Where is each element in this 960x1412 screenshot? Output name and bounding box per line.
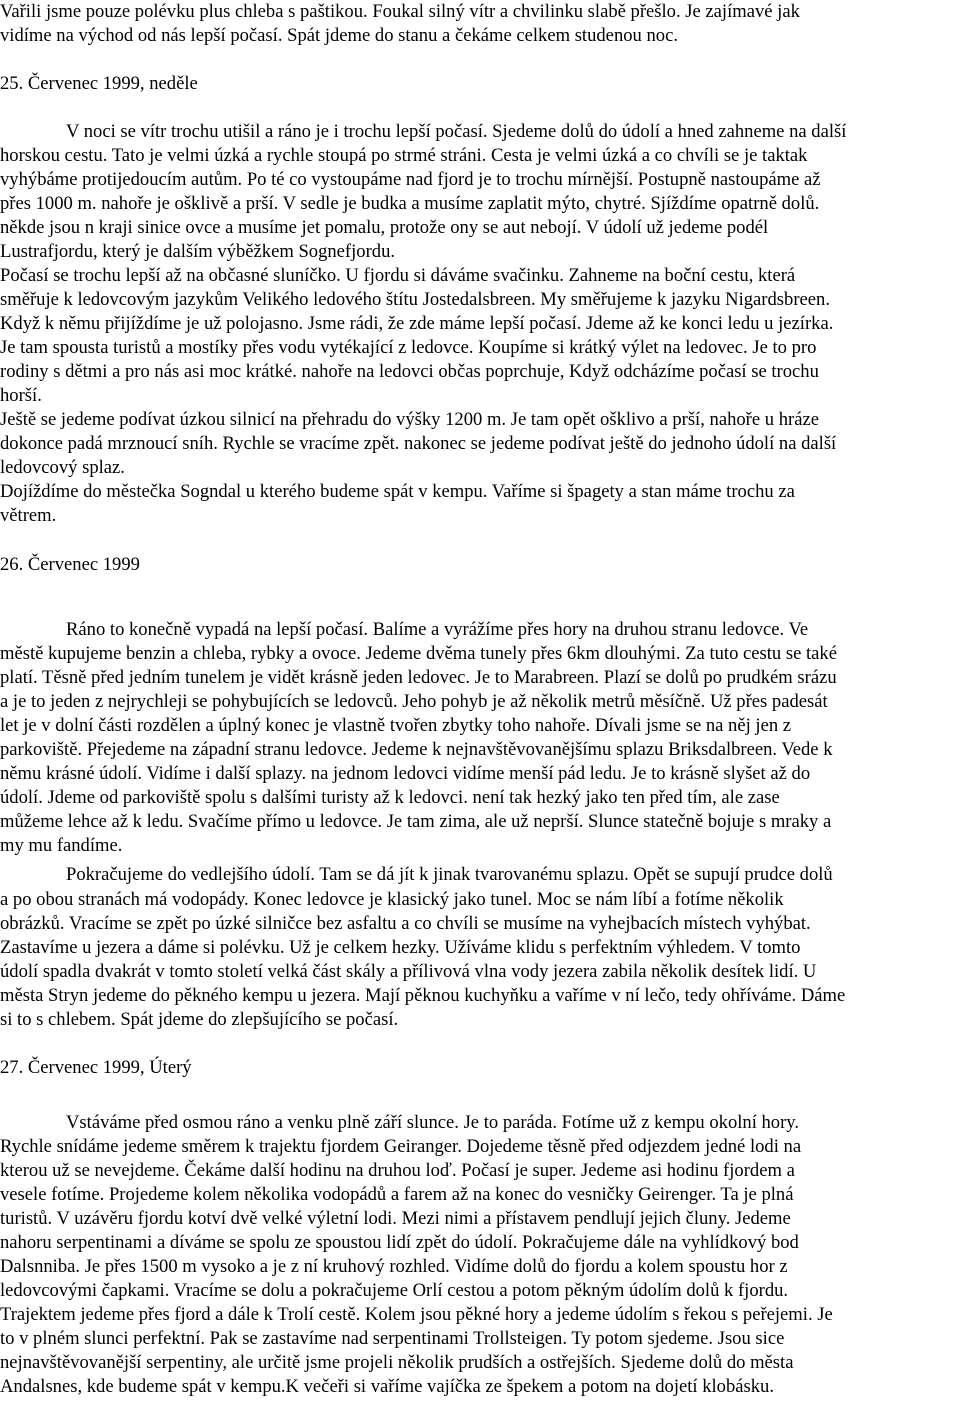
text-line: Rychle snídáme jedeme směrem k trajektu fjordem Geiranger. Dojedeme těsně před odjezdem jedné lodi na [0, 1136, 802, 1157]
text-line: údolí spadla dvakrát v tomto století velká část skály a přílivová vlna vody jezera zabila několik desítek lidí. U [0, 961, 817, 982]
text-line: 26. Červenec 1999 [0, 554, 140, 575]
text-line: rodiny s dětmi a pro nás asi moc krátké. nahoře na ledovci občas poprchuje, Když odcházíme počasí se trochu [0, 361, 819, 382]
paragraph-first-line: Ráno to konečně vypadá na lepší počasí. Balíme a vyrážíme přes hory na druhou stranu ledovce. Ve [66, 619, 809, 640]
text-line: směřuje k ledovcovým jazykům Velikého ledového štítu Jostedalsbreen. My směřujeme k jazyku Nigardsbreen. [0, 289, 830, 310]
text-line: let je v dolní části rozdělen a úplný konec je vlastně tvořen zbytky toho nahoře. Dívali jsme se na něj jen z [0, 715, 792, 736]
text-line: 27. Červenec 1999, Úterý [0, 1057, 192, 1078]
text-line: obrázků. Vracíme se zpět po úzké silničce bez asfaltu a co chvíli se musíme na vyhejbacích místech vyhýbat. [0, 913, 811, 934]
text-line: vesele fotíme. Projedeme kolem několika vodopádů a farem až na konec do vesničky Geirenger. Ta je plná [0, 1184, 794, 1205]
text-line: přes 1000 m. nahoře je ošklivě a prší. V sedle je budka a musíme zaplatit mýto, chytré. Sjíždíme opatrně dolů. [0, 193, 820, 214]
text-line: a je to jeden z nejrychleji se pohybujících se ledovců. Jeho pohyb je až několik metrů měsíčně. Už přes padesát [0, 691, 828, 712]
text-line: Vařili jsme pouze polévku plus chleba s paštikou. Foukal silný vítr a chvilinku slabě přešlo. Je zajímavé jak [0, 1, 800, 22]
text-line: nahoru serpentinami a díváme se spolu ze spoustou lidí zpět do údolí. Pokračujeme dále na vyhlídkový bod [0, 1232, 799, 1253]
text-line: turistů. V uzávěru fjordu kotví dvě velké výletní lodi. Mezi nimi a přístavem pendlují jejich čluny. Jedeme [0, 1208, 791, 1229]
text-line: ledovcovými čapkami. Vracíme se dolu a pokračujeme Orlí cestou a potom pěkným údolím dolů k fjordu. [0, 1280, 789, 1301]
text-line: Je tam spousta turistů a mostíky přes vodu vytékající z ledovce. Koupíme si krátký výlet na ledovec. Je to pro [0, 337, 817, 358]
text-line: Dalsnniba. Je přes 1500 m vysoko a je z ní kruhový rozhled. Vidíme dolů do fjordu a kolem spoustu hor z [0, 1256, 788, 1277]
text-line: ledovcový splaz. [0, 457, 125, 478]
text-line: nejnavštěvovanější serpentiny, ale určitě jsme projeli několik prudších a ostřejších. Sjedeme dolů do města [0, 1352, 794, 1373]
text-line: a po obou stranách má vodopády. Konec ledovce je klasický jako tunel. Moc se nám líbí a fotíme několik [0, 889, 784, 910]
text-line: vidíme na východ od nás lepší počasí. Spát jdeme do stanu a čekáme celkem studenou noc. [0, 25, 678, 46]
text-line: platí. Těsně před jedním tunelem je vidět krásně jeden ledovec. Je to Marabreen. Plazí se dolů po prudkém srázu [0, 667, 837, 688]
text-line: Andalsnes, kde budeme spát v kempu.K večeři si vaříme vajíčka ze špekem a potom na dojetí klobásku. [0, 1376, 775, 1397]
text-line: údolí. Jdeme od parkoviště spolu s dalšími turisty až k ledovci. není tak hezký jako ten před tím, ale zase [0, 787, 780, 808]
text-line: dokonce padá mrznoucí sníh. Rychle se vracíme zpět. nakonec se jedeme podívat ještě do jednoho údolí na další [0, 433, 837, 454]
text-line: Zastavíme u jezera a dáme si polévku. Už je celkem hezky. Užíváme klidu s perfektním výhledem. V tomto [0, 937, 801, 958]
text-line: můžeme lehce až k ledu. Svačíme přímo u ledovce. Je tam zima, ale už neprší. Slunce statečně bojuje s mraky a [0, 811, 832, 832]
text-line: městě kupujeme benzin a chleba, rybky a ovoce. Jedeme dvěma tunely přes 6km dlouhými. Za tuto cestu se také [0, 643, 837, 664]
text-line: horskou cestu. Tato je velmi úzká a rychle stoupá po strmé stráni. Cesta je velmi úzká a co chvíli se je taktak [0, 145, 808, 166]
text-line: města Stryn jedeme do pěkného kempu u jezera. Mají pěknou kuchyňku a vaříme v ní lečo, tedy ohříváme. Dáme [0, 985, 846, 1006]
text-line: parkoviště. Přejedeme na západní stranu ledovce. Jedeme k nejnavštěvovanějšímu splazu Briksdalbreen. Vede k [0, 739, 833, 760]
text-line: vyhýbáme protijedoucím autům. Po té co vystoupáme nad fjord je to trochu mírnější. Postupně nastoupáme až [0, 169, 821, 190]
text-line: Počasí se trochu lepší až na občasné sluníčko. U fjordu si dáváme svačinku. Zahneme na boční cestu, která [0, 265, 796, 286]
text-line: větrem. [0, 505, 57, 526]
paragraph-first-line: V noci se vítr trochu utišil a ráno je i trochu lepší počasí. Sjedeme dolů do údolí a hned zahneme na další [66, 121, 847, 142]
text-line: horší. [0, 385, 42, 406]
text-line: němu krásné údolí. Vidíme i další splazy. na jednom ledovci vidíme menší pád ledu. Je to krásně slyšet až do [0, 763, 811, 784]
paragraph-first-line: Pokračujeme do vedlejšího údolí. Tam se dá jít k jinak tvarovanému splazu. Opět se supují prudce dolů [66, 864, 833, 885]
text-line: Dojíždíme do městečka Sogndal u kterého budeme spát v kempu. Vaříme si špagety a stan máme trochu za [0, 481, 795, 502]
text-line: někde jsou n kraji sinice ovce a musíme jet pomalu, protože ony se aut nebojí. V údolí už jedeme podél [0, 217, 769, 238]
paragraph-first-line: Vstáváme před osmou ráno a venku plně září slunce. Je to paráda. Fotíme už z kempu okolní hory. [66, 1112, 800, 1133]
text-line: Trajektem jedeme přes fjord a dále k Trolí cestě. Kolem jsou pěkné hory a jedeme údolím s řekou s peřejemi. Je [0, 1304, 833, 1325]
text-line: kterou už se nevejdeme. Čekáme další hodinu na druhou loď. Počasí je super. Jedeme asi hodinu fjordem a [0, 1160, 795, 1181]
text-line: my mu fandíme. [0, 835, 123, 856]
text-line: si to s chlebem. Spát jdeme do zlepšujícího se počasí. [0, 1009, 399, 1030]
text-line: 25. Červenec 1999, neděle [0, 73, 198, 94]
text-line: Když k němu přijíždíme je už polojasno. Jsme rádi, že zde máme lepší počasí. Jdeme až ke konci ledu u jezírka. [0, 313, 834, 334]
text-line: Ještě se jedeme podívat úzkou silnicí na přehradu do výšky 1200 m. Je tam opět ošklivo a prší, nahoře u hráze [0, 409, 819, 430]
text-line: Lustrafjordu, který je dalším výběžkem Sognefjordu. [0, 241, 396, 262]
text-line: to v plném slunci perfektní. Pak se zastavíme nad serpentinami Trollsteigen. Ty potom sjedeme. Jsou sice [0, 1328, 785, 1349]
